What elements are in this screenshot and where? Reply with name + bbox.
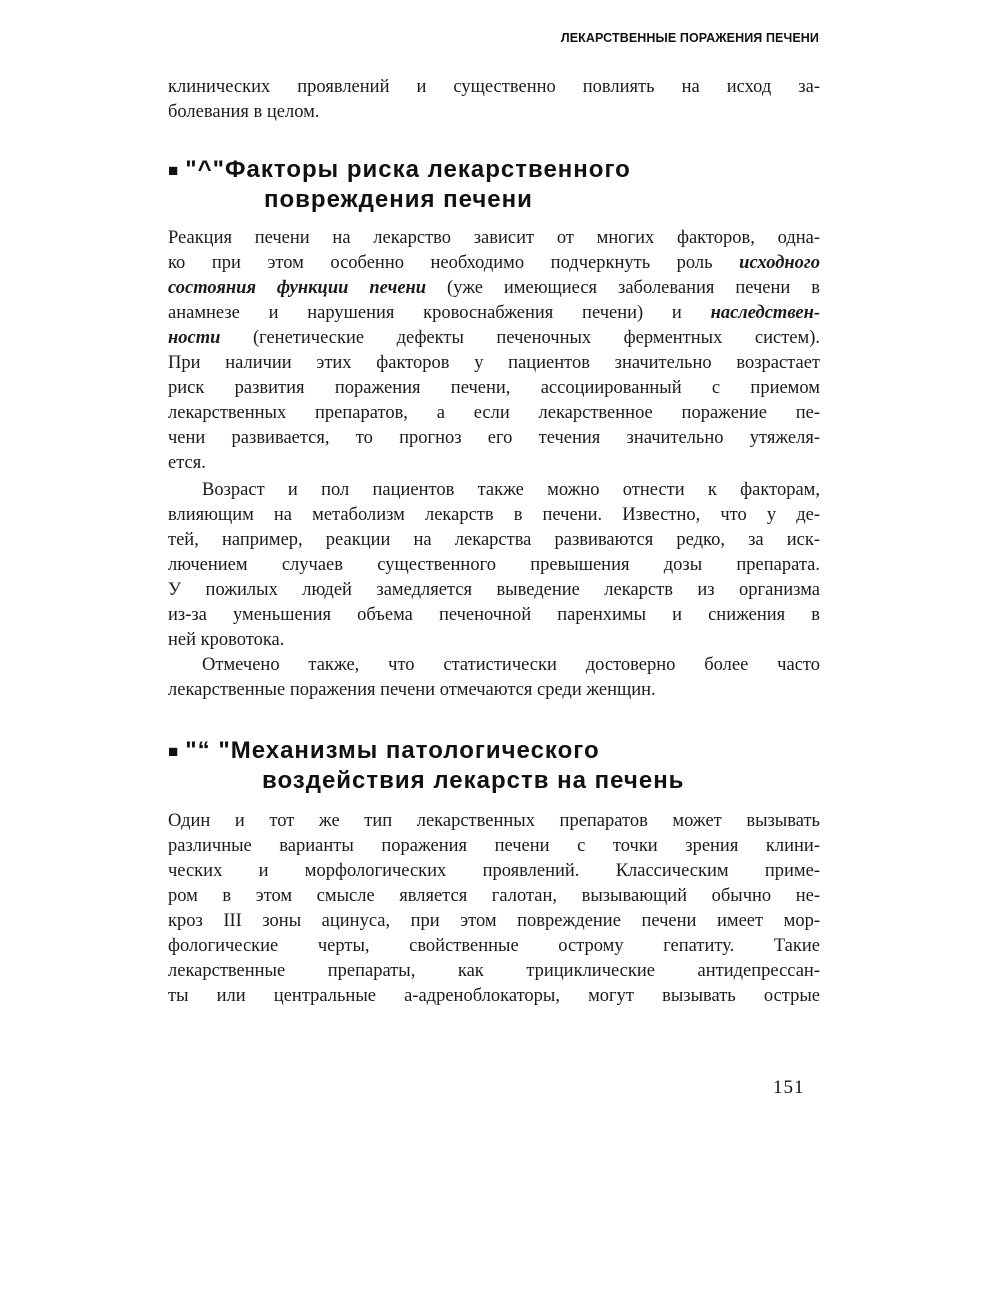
heading-line: "“ "Механизмы патологического — [185, 737, 600, 764]
emphasis-text: состояния функции печени — [168, 278, 427, 298]
section-heading-risk-factors — [168, 155, 631, 215]
text-line: чени развивается, то прогноз его течения значительно утяжеля- — [168, 428, 820, 448]
text-line: риск развития поражения печени, ассоциированный с приемом — [168, 378, 820, 398]
paragraph-risk-factors — [168, 226, 820, 476]
text-line: фологические черты, свойственные острому гепатиту. Такие — [168, 936, 820, 956]
text-line: кроз III зоны ацинуса, при этом повреждение печени имеет мор- — [168, 911, 820, 931]
text-line: При наличии этих факторов у пациентов значительно возрастает — [168, 353, 820, 373]
text-line: ется. — [168, 453, 206, 473]
text-run: анамнезе и нарушения кровоснабжения печени) и — [168, 303, 711, 323]
text-line: Возраст и пол пациентов также можно отнести к факторам, — [202, 480, 820, 500]
text-line: У пожилых людей замедляется выведение лекарств из организма — [168, 580, 820, 600]
text-line: различные варианты поражения печени с точки зрения клини- — [168, 836, 820, 856]
text-line: тей, например, реакции на лекарства развиваются редко, за иск- — [168, 530, 820, 550]
text-line — [168, 301, 820, 326]
text-line: лекарственные поражения печени отмечаются среди женщин. — [168, 680, 656, 700]
text-line: лекарственные препараты, как трициклические антидепрессан- — [168, 961, 820, 981]
emphasis-text: исходного — [739, 253, 820, 273]
running-head: ЛЕКАРСТВЕННЫЕ ПОРАЖЕНИЯ ПЕЧЕНИ — [560, 31, 819, 45]
section-heading-mechanisms — [168, 736, 684, 796]
text-run: (уже имеющиеся заболевания печени в — [426, 278, 820, 298]
text-line: Реакция печени на лекарство зависит от многих факторов, одна- — [168, 228, 820, 248]
text-line: лючением случаев существенного превышения дозы препарата. — [168, 555, 820, 575]
text-line — [168, 251, 820, 276]
bullet-square-icon: ■ — [168, 742, 180, 761]
heading-line: "^"Факторы риска лекарственного — [185, 156, 631, 183]
heading-line: повреждения печени — [264, 186, 533, 213]
paragraph-women — [168, 653, 820, 703]
text-line: из-за уменьшения объема печеночной паренхимы и снижения в — [168, 605, 820, 625]
paragraph-mechanisms — [168, 809, 820, 1009]
text-line — [168, 276, 820, 301]
text-line: влияющим на метаболизм лекарств в печени. Известно, что у де- — [168, 505, 820, 525]
text-line: клинических проявлений и существенно повлиять на исход за- — [168, 77, 820, 97]
text-line: ром в этом смысле является галотан, вызывающий обычно не- — [168, 886, 820, 906]
text-run: (генетические дефекты печеночных ферментных систем). — [220, 328, 820, 348]
emphasis-text: ности — [168, 328, 221, 348]
page-number: 151 — [773, 1077, 805, 1098]
intro-paragraph — [168, 75, 820, 125]
text-line: ческих и морфологических проявлений. Классическим приме- — [168, 861, 820, 881]
text-line: Отмечено также, что статистически достоверно более часто — [202, 655, 820, 675]
heading-line: воздействия лекарств на печень — [262, 767, 685, 794]
text-line: ты или центральные а-адреноблокаторы, могут вызывать острые — [168, 986, 820, 1006]
emphasis-text: наследствен- — [710, 303, 820, 323]
text-line — [168, 326, 820, 351]
paragraph-age-sex — [168, 478, 820, 653]
text-line: ней кровотока. — [168, 630, 285, 650]
text-line: лекарственных препаратов, а если лекарственное поражение пе- — [168, 403, 820, 423]
text-line: болевания в целом. — [168, 102, 320, 122]
bullet-square-icon: ■ — [168, 161, 180, 180]
text-run: ко при этом особенно необходимо подчеркнуть роль — [168, 253, 740, 273]
text-line: Один и тот же тип лекарственных препаратов может вызывать — [168, 811, 820, 831]
